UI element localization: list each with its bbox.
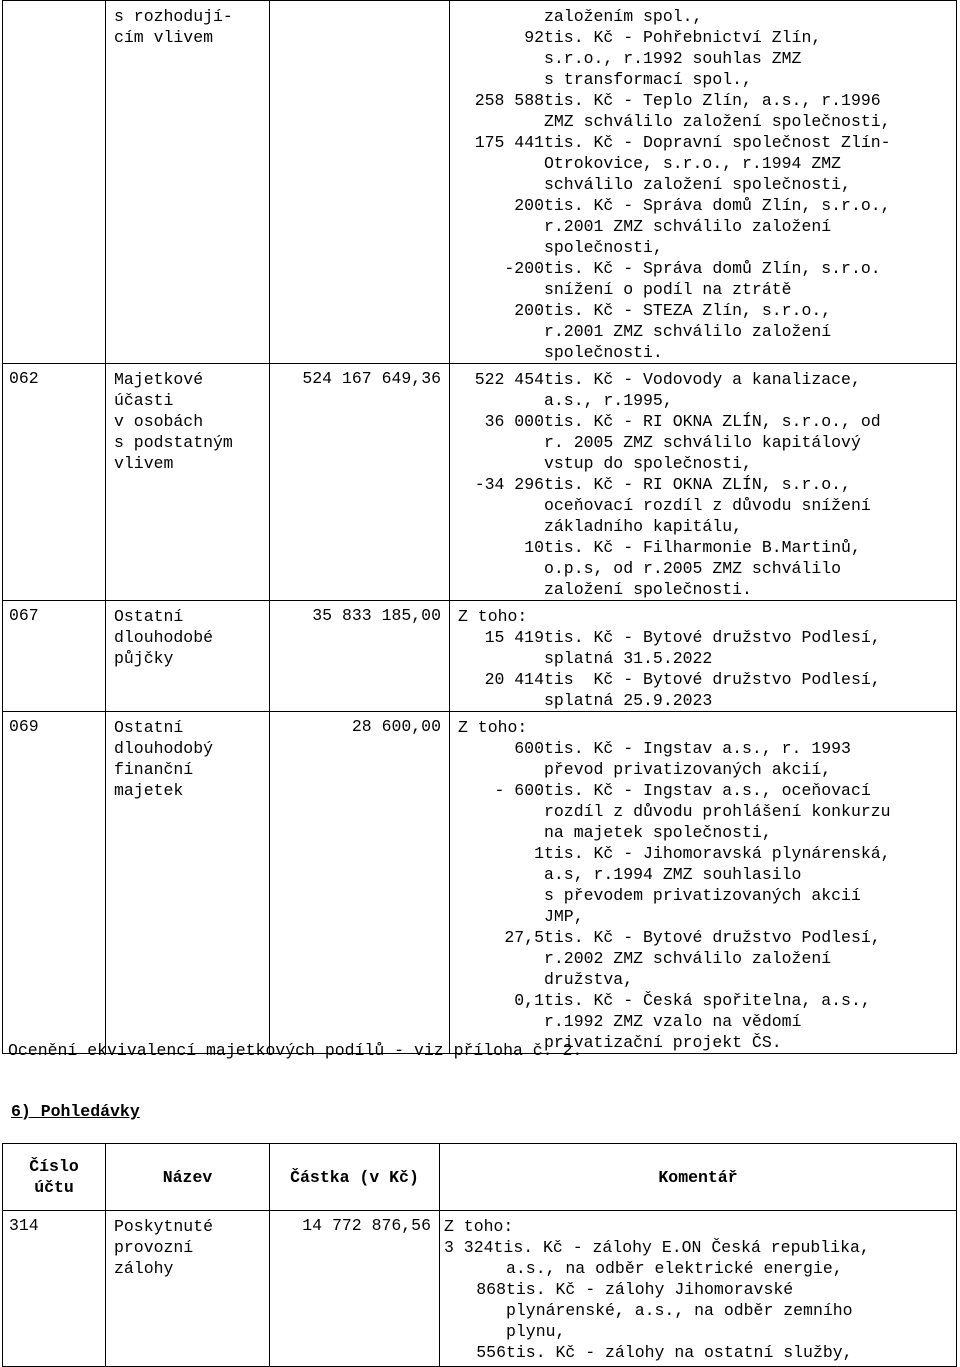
account-name — [106, 1211, 270, 1367]
comment-amount — [458, 948, 544, 969]
receivables-header-row — [3, 1144, 957, 1211]
comment-amount — [458, 969, 544, 990]
comment-amount: 556 — [476, 1343, 506, 1362]
comment-text: s transformací spol., — [544, 70, 752, 89]
comment-amount — [458, 822, 544, 843]
comment-line — [444, 1300, 954, 1321]
table-row — [3, 712, 957, 1054]
comment-text: splatná 31.5.2022 — [544, 649, 713, 668]
comment-amount — [458, 432, 544, 453]
comment-text: plynárenské, a.s., na odběr zemního — [506, 1301, 853, 1320]
section-title-receivables: 6) Pohledávky — [11, 1102, 140, 1121]
comment-amount — [458, 342, 544, 363]
comment-amount — [458, 1011, 544, 1032]
comment-amount: 3 324 — [444, 1238, 494, 1257]
account-number: 062 — [3, 364, 106, 601]
comment-amount — [458, 690, 544, 711]
comment-text: ZMZ schválilo založení společnosti, — [544, 112, 891, 131]
comment-text: tis. Kč - Jihomoravská plynárenská, — [544, 844, 891, 863]
comment-line — [458, 90, 954, 111]
table-row — [3, 1, 957, 364]
comment-line — [444, 1237, 954, 1258]
comment-text: s.r.o., r.1992 souhlas ZMZ — [544, 49, 802, 68]
comment-line — [458, 237, 954, 258]
comment-text: tis. Kč - zálohy E.ON Česká republika, — [493, 1238, 870, 1257]
account-name-line: provozní — [114, 1238, 194, 1257]
comment-amount — [458, 48, 544, 69]
account-name-line: účasti — [114, 391, 174, 410]
comment-amount — [444, 1258, 506, 1279]
comment-amount: 1 — [534, 844, 544, 863]
comment-amount: 92 — [524, 28, 544, 47]
account-name — [106, 712, 270, 1054]
comment-amount — [458, 495, 544, 516]
comment-line — [458, 6, 954, 27]
comment-text: s převodem privatizovaných akcií — [544, 886, 861, 905]
comment-text: JMP, — [544, 907, 584, 926]
comment-amount: Z toho: — [444, 1217, 514, 1236]
comment-text: r.2001 ZMZ schválilo založení — [544, 217, 832, 236]
comment-text: rozdíl z důvodu prohlášení konkurzu — [544, 802, 891, 821]
comment-amount — [458, 453, 544, 474]
comment-text: tis. Kč - Filharmonie B.Martinů, — [544, 538, 861, 557]
comment-text: tis. Kč - zálohy Jihomoravské — [506, 1280, 794, 1299]
account-name — [106, 601, 270, 712]
comment-text: tis. Kč - Správa domů Zlín, s.r.o. — [544, 259, 881, 278]
comment-text: a.s., r.1995, — [544, 391, 673, 410]
comment-amount: -34 296 — [474, 475, 544, 494]
comment-line — [458, 258, 954, 279]
comment-line — [458, 969, 954, 990]
comment-text: převod privatizovaných akcií, — [544, 760, 832, 779]
comment-text — [513, 1216, 954, 1237]
comment-line — [458, 153, 954, 174]
comment-text — [527, 606, 954, 627]
comment-line — [458, 132, 954, 153]
comment-amount — [458, 279, 544, 300]
table-row — [3, 601, 957, 712]
assets-table-body — [3, 1, 957, 1054]
comment-text: oceňovací rozdíl z důvodu snížení — [544, 496, 871, 515]
comment-amount: -200 — [504, 259, 544, 278]
account-name-line: Ostatní — [114, 607, 184, 626]
comment-text: základního kapitálu, — [544, 517, 743, 536]
comment-text: tis. Kč - Bytové družstvo Podlesí, — [544, 928, 881, 947]
comment-line — [458, 606, 954, 627]
comment-text — [527, 717, 954, 738]
comment-line — [458, 369, 954, 390]
account-name — [106, 364, 270, 601]
comment-line — [458, 669, 954, 690]
comment-amount: 868 — [476, 1280, 506, 1299]
comment-text: tis. Kč - zálohy na ostatní služby, — [506, 1343, 853, 1362]
comment-text: tis. Kč - Správa domů Zlín, s.r.o., — [544, 196, 891, 215]
comment-amount: 522 454 — [474, 370, 544, 389]
comment-amount — [458, 885, 544, 906]
comment-line — [458, 516, 954, 537]
comment-line — [458, 885, 954, 906]
comment-line — [458, 780, 954, 801]
comment-text: tis. Kč - Ingstav a.s., r. 1993 — [544, 739, 851, 758]
comment-text: schválilo založení společnosti, — [544, 175, 851, 194]
comment — [440, 1211, 957, 1367]
comment-amount: 0,1 — [514, 991, 544, 1010]
comment-line — [458, 195, 954, 216]
comment-text: založení společnosti. — [544, 580, 752, 599]
comment-text: tis. Kč - Pohřebnictví Zlín, — [544, 28, 822, 47]
comment-amount — [458, 6, 544, 27]
comment-amount — [458, 390, 544, 411]
amount: 14 772 876,56 — [270, 1211, 440, 1367]
comment-line — [458, 495, 954, 516]
comment-line — [458, 174, 954, 195]
comment-text: splatná 25.9.2023 — [544, 691, 713, 710]
amount: 35 833 185,00 — [270, 601, 450, 712]
comment-line — [458, 864, 954, 885]
comment-text: o.p.s, od r.2005 ZMZ schválilo — [544, 559, 842, 578]
comment-amount: 600 — [514, 739, 544, 758]
comment-line — [444, 1321, 954, 1342]
account-name — [106, 1, 270, 364]
amount: 28 600,00 — [270, 712, 450, 1054]
comment-amount: 175 441 — [474, 133, 544, 152]
comment-text: tis. Kč - Dopravní společnost Zlín- — [544, 133, 891, 152]
comment-amount — [458, 111, 544, 132]
comment-amount — [458, 648, 544, 669]
header-amount: Částka (v Kč) — [270, 1144, 440, 1211]
header-comment: Komentář — [440, 1144, 957, 1211]
comment-amount: Z toho: — [458, 718, 528, 737]
comment-text: tis. Kč - Vodovody a kanalizace, — [544, 370, 861, 389]
comment-line — [458, 801, 954, 822]
account-name-line: dlouhodobé — [114, 628, 214, 647]
comment-line — [458, 111, 954, 132]
comment-line — [458, 48, 954, 69]
comment-text: tis. Kč - Teplo Zlín, a.s., r.1996 — [544, 91, 881, 110]
comment-amount — [458, 69, 544, 90]
comment-line — [458, 453, 954, 474]
comment-text: Otrokovice, s.r.o., r.1994 ZMZ — [544, 154, 842, 173]
comment — [450, 364, 957, 601]
amount: 524 167 649,36 — [270, 364, 450, 601]
comment-text: snížení o podíl na ztrátě — [544, 280, 792, 299]
comment-text: tis. Kč - RI OKNA ZLÍN, s.r.o., — [544, 475, 851, 494]
comment-line — [458, 558, 954, 579]
valuation-note: Ocenění ekvivalencí majetkových podílů - viz příloha č. 2. — [8, 1041, 583, 1060]
comment-text: družstva, — [544, 970, 634, 989]
comment-text: tis Kč - Bytové družstvo Podlesí, — [544, 670, 881, 689]
comment-text: na majetek společnosti, — [544, 823, 772, 842]
comment-amount — [458, 906, 544, 927]
comment-amount: Z toho: — [458, 607, 528, 626]
comment-amount: 36 000 — [484, 412, 544, 431]
comment-text: a.s., na odběr elektrické energie, — [506, 1259, 843, 1278]
comment-text: r.2002 ZMZ schválilo založení — [544, 949, 832, 968]
comment-line — [458, 948, 954, 969]
comment-line — [458, 690, 954, 711]
account-name-line: Majetkové — [114, 370, 204, 389]
comment-amount — [458, 864, 544, 885]
comment-line — [458, 627, 954, 648]
comment-line — [458, 300, 954, 321]
comment-line — [458, 843, 954, 864]
comment-amount: 10 — [524, 538, 544, 557]
comment-amount: 200 — [514, 301, 544, 320]
table-row — [3, 1211, 957, 1367]
comment-amount: 15 419 — [484, 628, 544, 647]
comment-line — [458, 537, 954, 558]
account-name-line: Poskytnuté — [114, 1217, 214, 1236]
comment-line — [458, 411, 954, 432]
receivables-table — [2, 1143, 957, 1367]
comment-text: tis. Kč - Bytové družstvo Podlesí, — [544, 628, 881, 647]
account-name-line: majetek — [114, 781, 184, 800]
comment-amount — [458, 579, 544, 600]
comment-line — [458, 990, 954, 1011]
comment-text: společnosti. — [544, 343, 663, 362]
account-name-line: finanční — [114, 760, 194, 779]
comment-text: r. 2005 ZMZ schválilo kapitálový — [544, 433, 861, 452]
account-name-line: dlouhodobý — [114, 739, 214, 758]
comment-line — [458, 648, 954, 669]
table-row — [3, 364, 957, 601]
account-number: 314 — [3, 1211, 106, 1367]
comment-text: a.s, r.1994 ZMZ souhlasilo — [544, 865, 802, 884]
comment-line — [458, 321, 954, 342]
comment-line — [444, 1279, 954, 1300]
comment-text: privatizační projekt ČS. — [544, 1033, 782, 1052]
comment-amount: 20 414 — [484, 670, 544, 689]
comment-amount — [458, 558, 544, 579]
comment-text: společnosti, — [544, 238, 663, 257]
header-account-number-line: účtu — [34, 1178, 74, 1197]
header-account-number-line: Číslo — [29, 1157, 79, 1176]
comment-amount — [458, 801, 544, 822]
comment-line — [458, 579, 954, 600]
comment-amount — [444, 1321, 506, 1342]
account-name-line: zálohy — [114, 1259, 174, 1278]
comment-amount — [458, 216, 544, 237]
account-name-line: půjčky — [114, 649, 174, 668]
comment-line — [458, 1011, 954, 1032]
comment-text: tis. Kč - RI OKNA ZLÍN, s.r.o., od — [544, 412, 881, 431]
comment-line — [458, 474, 954, 495]
comment-amount — [444, 1300, 506, 1321]
comment-text: tis. Kč - Ingstav a.s., oceňovací — [544, 781, 871, 800]
assets-table — [2, 0, 957, 1054]
comment-amount — [458, 516, 544, 537]
comment-amount — [458, 237, 544, 258]
comment-amount: - 600 — [494, 781, 544, 800]
comment-text: r.2001 ZMZ schválilo založení — [544, 322, 832, 341]
account-number: 069 — [3, 712, 106, 1054]
comment-amount — [458, 153, 544, 174]
comment-line — [458, 906, 954, 927]
comment-text: vstup do společnosti, — [544, 454, 752, 473]
account-name-line: v osobách — [114, 412, 204, 431]
comment-text: tis. Kč - STEZA Zlín, s.r.o., — [544, 301, 832, 320]
account-name-line: s rozhodují- — [114, 7, 233, 26]
account-name-line: cím vlivem — [114, 28, 214, 47]
comment-text: založením spol., — [544, 7, 703, 26]
comment-line — [444, 1216, 954, 1237]
comment-line — [458, 717, 954, 738]
comment-line — [444, 1342, 954, 1363]
comment — [450, 1, 957, 364]
comment-line — [444, 1258, 954, 1279]
amount — [270, 1, 450, 364]
comment-line — [458, 822, 954, 843]
header-account-number — [3, 1144, 106, 1211]
comment-amount — [458, 174, 544, 195]
comment-line — [458, 759, 954, 780]
comment-line — [458, 738, 954, 759]
comment-line — [458, 27, 954, 48]
comment-line — [458, 927, 954, 948]
account-name-line: s podstatným — [114, 433, 233, 452]
comment-line — [458, 216, 954, 237]
comment-text: plynu, — [506, 1322, 566, 1341]
comment-amount: 200 — [514, 196, 544, 215]
comment-amount: 258 588 — [474, 91, 544, 110]
account-name-line: Ostatní — [114, 718, 184, 737]
header-name: Název — [106, 1144, 270, 1211]
comment-line — [458, 390, 954, 411]
comment-amount — [458, 759, 544, 780]
account-name-line: vlivem — [114, 454, 174, 473]
comment-line — [458, 69, 954, 90]
comment-line — [458, 342, 954, 363]
comment-line — [458, 432, 954, 453]
account-number: 067 — [3, 601, 106, 712]
comment-text: r.1992 ZMZ vzalo na vědomí — [544, 1012, 802, 1031]
receivables-table-body — [3, 1211, 957, 1367]
account-number — [3, 1, 106, 364]
comment — [450, 601, 957, 712]
comment — [450, 712, 957, 1054]
comment-line — [458, 279, 954, 300]
comment-amount: 27,5 — [504, 928, 544, 947]
comment-text: tis. Kč - Česká spořitelna, a.s., — [544, 991, 871, 1010]
comment-amount — [458, 321, 544, 342]
